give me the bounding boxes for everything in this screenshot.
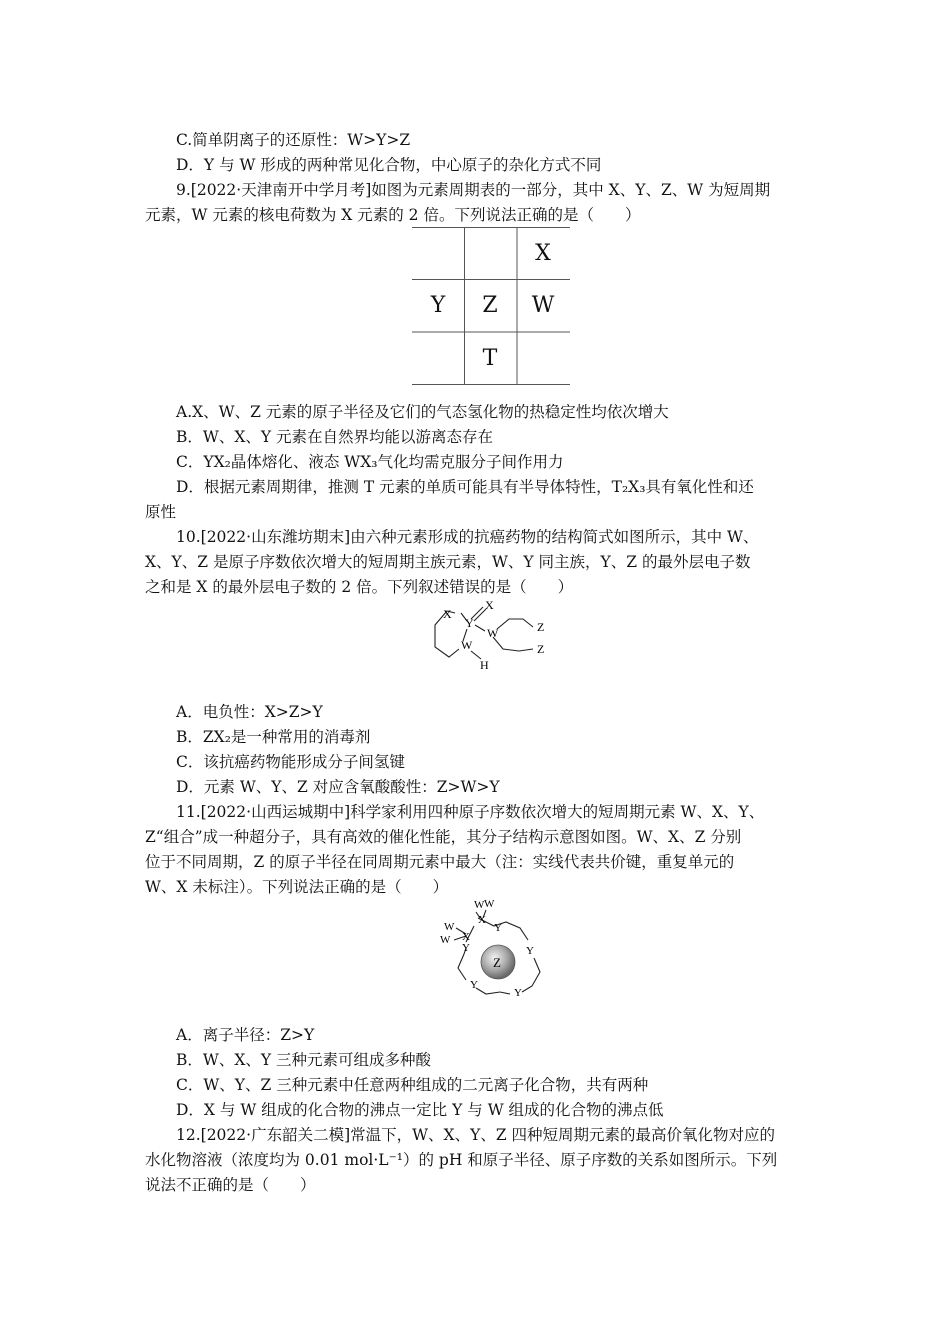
q11-option-a: A．离子半径：Z>Y <box>176 1026 315 1044</box>
q11-option-d: D．X 与 W 组成的化合物的沸点一定比 Y 与 W 组成的化合物的沸点低 <box>176 1101 664 1119</box>
q10-option-b: B．ZX₂是一种常用的消毒剂 <box>176 728 371 746</box>
atom-y-2: Y <box>526 945 534 957</box>
q10-option-c: C．该抗癌药物能形成分子间氢键 <box>176 753 405 771</box>
q9-option-d-line1: D．根据元素周期律，推测 T 元素的单质可能具有半导体特性，T₂X₃具有氧化性和还 <box>176 478 754 496</box>
q10-stem-line3: 之和是 X 的最外层电子数的 2 倍。下列叙述错误的是（ ） <box>145 578 574 596</box>
atom-x-ring: X <box>443 607 452 621</box>
atom-x-2: X <box>462 931 470 943</box>
atom-y-3: Y <box>514 987 522 999</box>
q9-option-a: A.X、W、Z 元素的原子半径及它们的气态氢化物的热稳定性均依次增大 <box>176 403 669 421</box>
atom-y-1: Y <box>494 922 502 934</box>
cell-z: Z <box>482 292 498 318</box>
q11-option-b: B．W、X、Y 三种元素可组成多种酸 <box>176 1051 432 1069</box>
q12-stem-line2: 水化物溶液（浓度均为 0.01 mol·L⁻¹）的 pH 和原子半径、原子序数的关系如图所示。下列 <box>145 1151 778 1169</box>
atom-w-lower: W <box>461 638 473 652</box>
cell-y: Y <box>430 292 446 318</box>
atom-h: H <box>480 658 489 672</box>
atom-w-upper: W <box>487 626 499 640</box>
atom-y-4: Y <box>470 979 478 991</box>
atom-y: Y <box>465 616 474 630</box>
atom-z: Z <box>493 955 501 970</box>
q10-option-a: A．电负性：X>Z>Y <box>176 703 323 721</box>
atom-w-2: W <box>484 898 495 910</box>
atom-y-5: Y <box>462 942 470 954</box>
atom-z-upper: Z <box>537 620 545 634</box>
q9-option-b: B．W、X、Y 元素在自然界均能以游离态存在 <box>176 428 494 446</box>
q12-stem-line1: 12.[2022·广东韶关二模]常温下，W、X、Y、Z 四种短周期元素的最高价氧化物对应的 <box>176 1126 776 1144</box>
q9-option-c: C．YX₂晶体熔化、液态 WX₃气化均需克服分子间作用力 <box>176 453 564 471</box>
q11-stem-line1: 11.[2022·山西运城期中]科学家利用四种原子序数依次增大的短周期元素 W、X、Y、 <box>176 803 765 821</box>
atom-z-lower: Z <box>537 642 545 656</box>
cell-w: W <box>531 292 555 318</box>
q11-stem-line4: W、X 未标注）。下列说法正确的是（ ） <box>145 878 449 896</box>
q11-stem-line2: Z“组合”成一种超分子，具有高效的催化性能，其分子结构示意图如图。W、X、Z 分别 <box>145 828 742 846</box>
periodic-table-fragment <box>412 227 570 385</box>
q8-option-d: D．Y 与 W 形成的两种常见化合物，中心原子的杂化方式不同 <box>176 156 602 174</box>
atom-x-1: X <box>478 914 486 926</box>
q11-option-c: C．W、Y、Z 三种元素中任意两种组成的二元离子化合物，共有两种 <box>176 1076 649 1094</box>
atom-x-double: X <box>485 598 494 612</box>
q10-stem-line2: X、Y、Z 是原子序数依次增大的短周期主族元素，W、Y 同主族，Y、Z 的最外层电子数 <box>145 553 751 571</box>
q11-stem-line3: 位于不同周期，Z 的原子半径在同周期元素中最大（注：实线代表共价键，重复单元的 <box>145 853 735 871</box>
q10-stem-line1: 10.[2022·山东潍坊期末]由六种元素形成的抗癌药物的结构简式如图所示，其中 W、 <box>176 528 759 546</box>
q11-supramolecule-figure <box>436 896 566 1008</box>
cell-t: T <box>482 345 498 371</box>
q10-option-d: D．元素 W、Y、Z 对应含氧酸酸性：Z>W>Y <box>176 778 500 796</box>
q9-option-d-line2: 原性 <box>145 503 177 521</box>
q12-stem-line3: 说法不正确的是（ ） <box>145 1176 316 1194</box>
q10-structure-figure <box>425 597 575 677</box>
cell-x: X <box>535 240 551 266</box>
q9-stem-line1: 9.[2022·天津南开中学月考]如图为元素周期表的一部分，其中 X、Y、Z、W 为短周期 <box>176 181 771 199</box>
atom-w-1: W <box>474 899 485 911</box>
q9-stem-line2: 元素，W 元素的核电荷数为 X 元素的 2 倍。下列说法正确的是（ ） <box>145 206 641 224</box>
atom-w-3: W <box>444 921 455 933</box>
atom-w-4: W <box>440 934 451 946</box>
q8-option-c: C.简单阴离子的还原性：W>Y>Z <box>176 131 411 149</box>
